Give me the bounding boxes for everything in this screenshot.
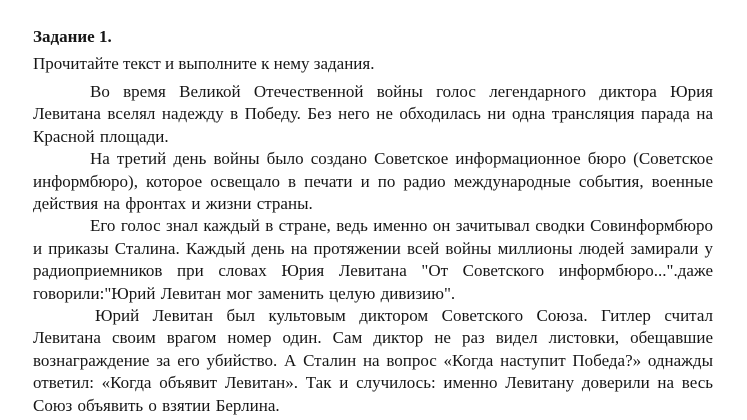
paragraph-levitan-intro: Во время Великой Отечественной войны голос легендарного диктора Юрия Левитана вселял надежду в Победу. Без него не обходилась ни одна трансляция парада на Красной площади. [33,82,713,146]
task-heading: Задание 1. [33,27,112,46]
paragraph-sovinformburo: На третий день войны было создано Советское информационное бюро (Советское информбюро), которое освещало в печати и по радио международные события, военные действия на фронтах и жизни страны. [33,149,713,214]
paragraph-cult-announcer: Юрий Левитан был культовым диктором Советского Союза. Гитлер считал Левитана своим врагом номер один. Сам диктор не раз видел листовки, обещавшие вознаграждение за его убийство. А Сталин на вопрос «Когда наступит Победа?» однажды ответил: «Когда объявит Левитан». Так и случилось: именно Левитану доверили на весь Союз объявить о взятии Берлина. [33,306,713,415]
paragraph-voice-known: Его голос знал каждый в стране, ведь именно он зачитывал сводки Совинформбюро и приказы Сталина. Каждый день на протяжении всей войны миллионы людей замирали у радиоприемников при словах Юрия Левитана "От Советского информбюро...".даже говорили:"Юрий Левитан мог заменить целую дивизию". [33,216,713,303]
task-instruction: Прочитайте текст и выполните к нему задания. [33,54,375,73]
